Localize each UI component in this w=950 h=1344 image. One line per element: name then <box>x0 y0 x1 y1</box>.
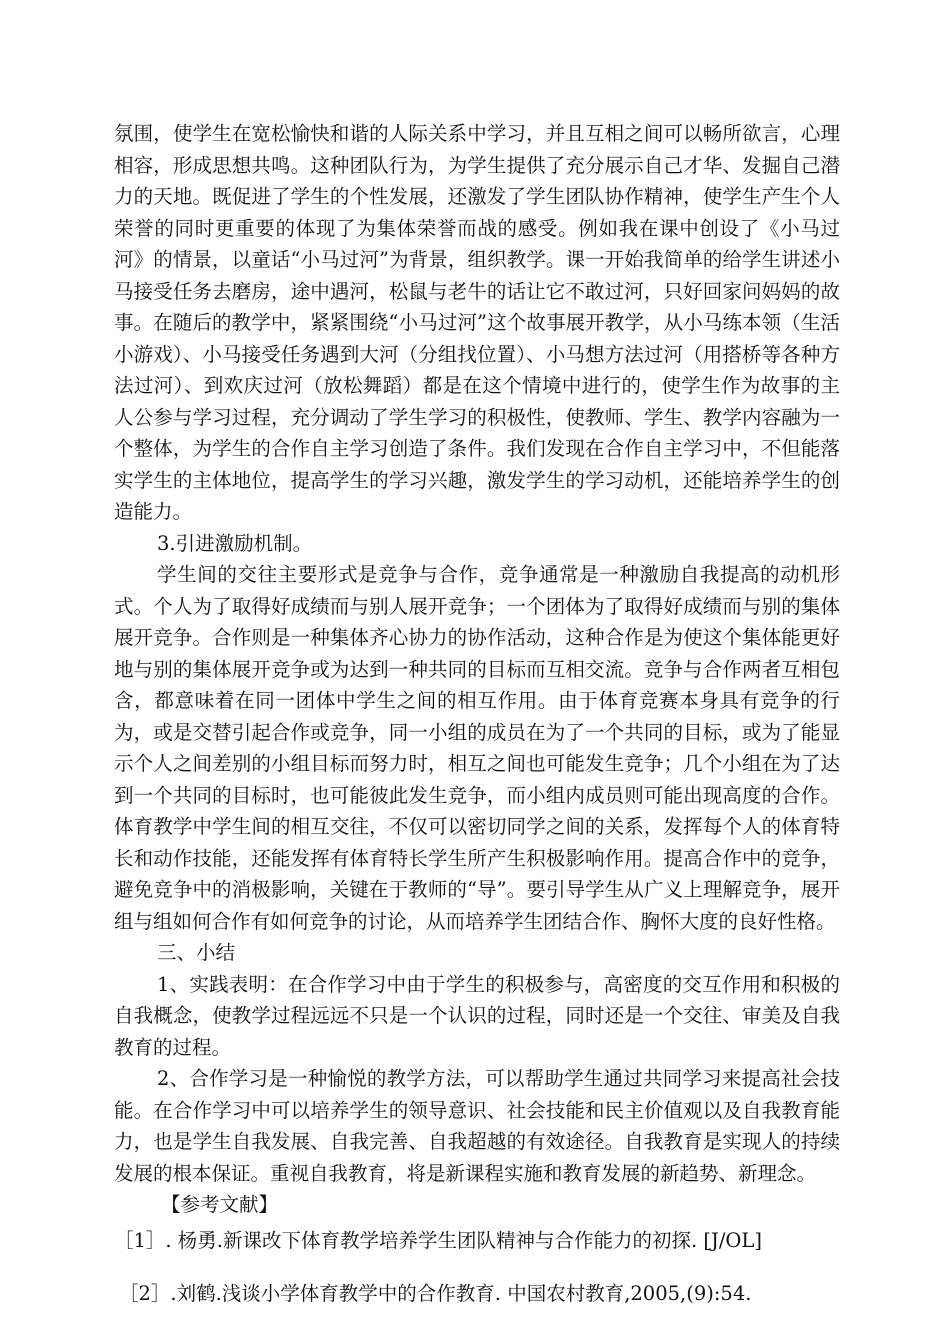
heading-incentive-mechanism: 3.引进激励机制。 <box>157 531 313 555</box>
references-title: 【参考文献】 <box>161 1193 279 1216</box>
reference-item-2: ［2］.刘鹤.浅谈小学体育教学中的合作教育. 中国农村教育,2005,(9):54. <box>119 1282 752 1305</box>
paragraph-cooperative-atmosphere: 氛围，使学生在宽松愉快和谐的人际关系中学习，并且互相之间可以畅所欲言，心理相容，形成思想共鸣。这种团队行为，为学生提供了充分展示自己才华、发掘自己潜力的天地。既促进了学生的个性发展，还激发了学生团队协作精神，使学生产生个人荣誉的同时更重要的体现了为集体荣誉而战的感受。例如我在课中创设了《小马过河》的情景，以童话“小马过河”为背景，组织教学。课一开始我简单的给学生讲述小马接受任务去磨房，途中遇河，松鼠与老牛的话让它不敢过河，只好回家问妈妈的故事。在随后的教学中，紧紧围绕“小马过河”这个故事展开教学，从小马练本领（生活小游戏）、小马接受任务遇到大河（分组找位置）、小马想方法过河（用搭桥等各种方法过河）、到欢庆过河（放松舞蹈）都是在这个情境中进行的，使学生作为故事的主人公参与学习过程，充分调动了学生学习的积极性，使教师、学生、教学内容融为一个整体，为学生的合作自主学习创造了条件。我们发现在合作自主学习中，不但能落实学生的主体地位，提高学生的学习兴趣，激发学生的学习动机，还能培养学生的创造能力。 <box>114 122 840 523</box>
heading-summary: 三、小结 <box>157 941 236 964</box>
summary-point-2: 2、合作学习是一种愉悦的教学方法，可以帮助学生通过共同学习来提高社会技能。在合作学习中可以培养学生的领导意识、社会技能和民主价值观以及自我教育能力，也是学生自我发展、自我完善、自我超越的有效途径。自我教育是实现人的持续发展的根本保证。重视自我教育，将是新课程实施和教育发展的新趋势、新理念。 <box>114 1067 840 1185</box>
reference-item-1: ［1］. 杨勇.新课改下体育教学培养学生团队精神与合作能力的初探. [J/OL] <box>114 1228 762 1252</box>
summary-point-1: 1、实践表明：在合作学习中由于学生的积极参与，高密度的交互作用和积极的自我概念，使教学过程远远不只是一个认识的过程，同时还是一个交往、审美及自我教育的过程。 <box>114 972 840 1059</box>
document-page <box>114 118 840 1310</box>
paragraph-competition-cooperation: 学生间的交往主要形式是竞争与合作，竞争通常是一种激励自我提高的动机形式。个人为了取得好成绩而与别人展开竞争；一个团体为了取得好成绩而与别的集体展开竞争。合作则是一种集体齐心协力的协作活动，这种合作是为使这个集体能更好地与别的集体展开竞争或为达到一种共同的目标而互相交流。竞争与合作两者互相包含，都意味着在同一团体中学生之间的相互作用。由于体育竞赛本身具有竞争的行为，或是交替引起合作或竞争，同一小组的成员在为了一个共同的目标，或为了能显示个人之间差别的小组目标而努力时，相互之间也可能发生竞争；几个小组在为了达到一个共同的目标时，也可能彼此发生竞争，而小组内成员则可能出现高度的合作。体育教学中学生间的相互交往，不仅可以密切同学之间的关系，发挥每个人的体育特长和动作技能，还能发挥有体育特长学生所产生积极影响作用。提高合作中的竞争，避免竞争中的消极影响，关键在于教师的“导”。要引导学生从广义上理解竞争，展开组与组如何合作有如何竞争的讨论，从而培养学生团结合作、胸怀大度的良好性格。 <box>114 563 840 933</box>
